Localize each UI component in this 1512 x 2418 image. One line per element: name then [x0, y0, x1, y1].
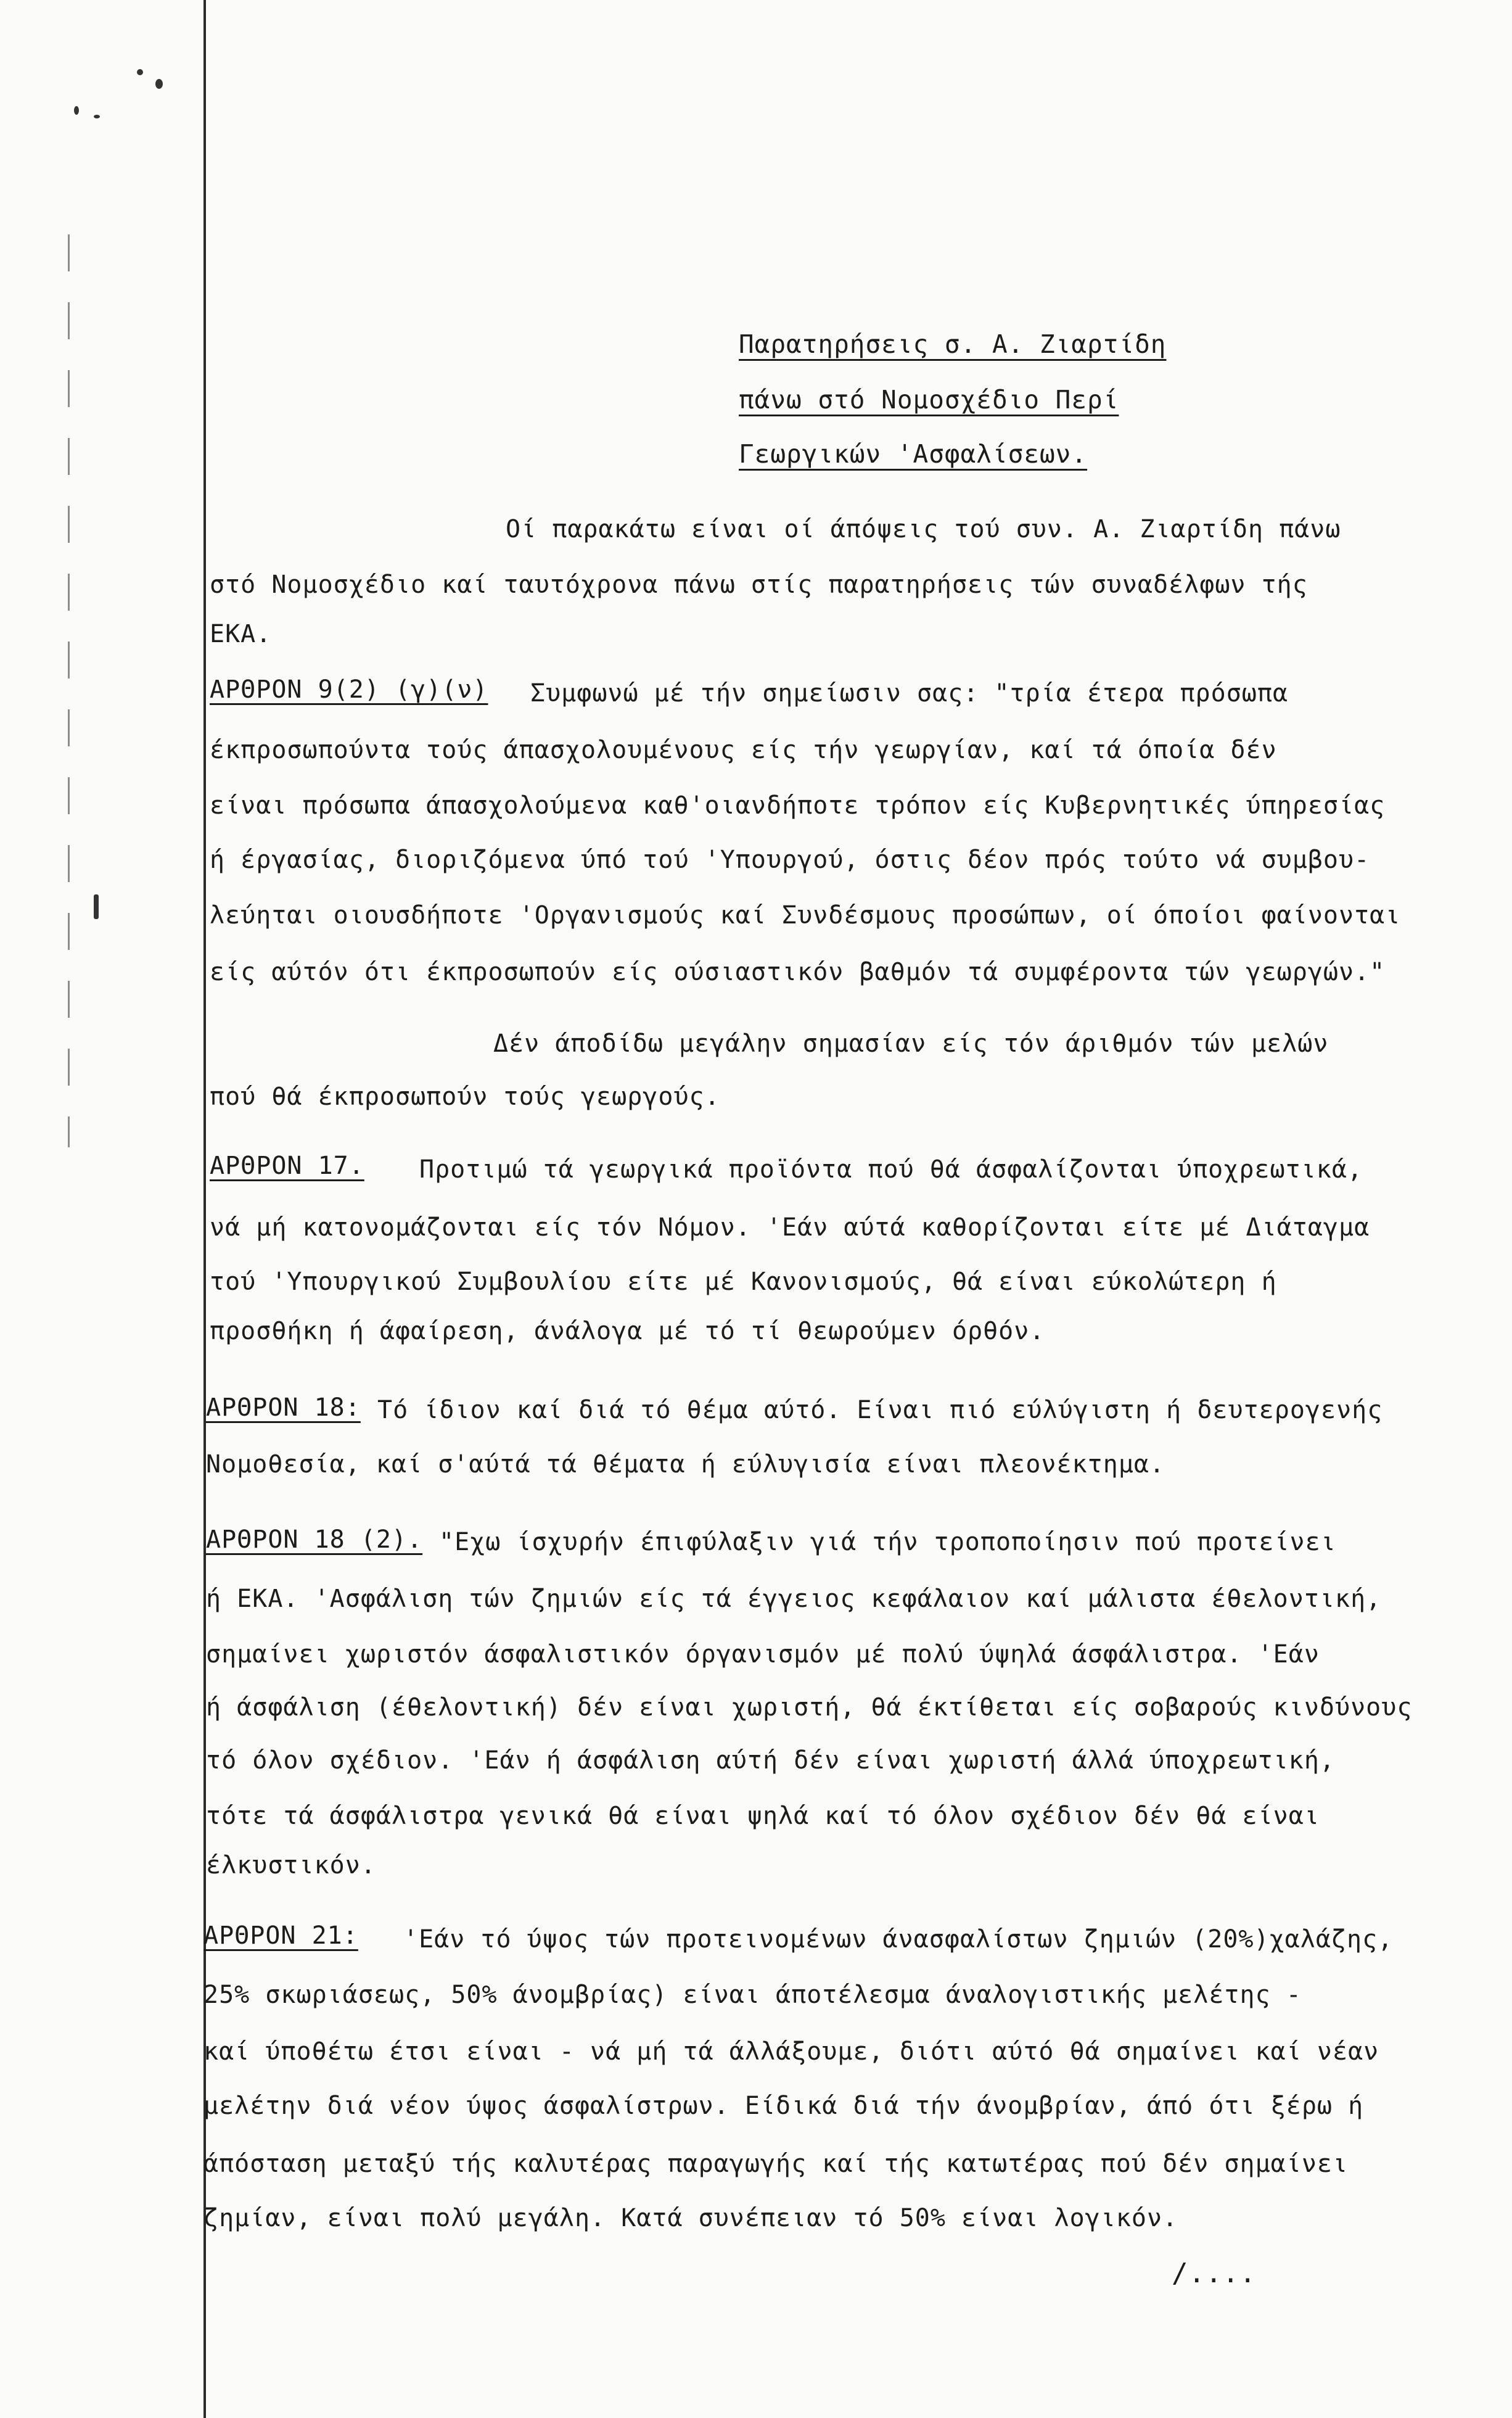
article-18-2-line-7: έλκυστικόν.: [206, 1851, 376, 1880]
article-21-line-5: άπόσταση μεταξύ τής καλυτέρας παραγωγής καί τής κατωτέρας πού δέν σημαίνει: [203, 2150, 1349, 2178]
article-21-label: ΑΡΘΡΟΝ 21:: [203, 1921, 358, 1950]
article-9-p2-line-2: πού θά έκπροσωπούν τούς γεωργούς.: [210, 1083, 720, 1111]
article-21-line-3: καί ύποθέτω έτσι είναι - νά μή τά άλλάξουμε, διότι αύτό θά σημαίνει καί νέαν: [203, 2037, 1379, 2066]
article-18-2-line-2: ή ΕΚΑ. 'Ασφάλιση τών ζημιών είς τά έγγειος κεφάλαιον καί μάλιστα έθελοντική,: [206, 1585, 1382, 1613]
heading-line-3: Γεωργικών 'Ασφαλίσεων.: [739, 439, 1088, 469]
article-9-line-4: ή έργασίας, διοριζόμενα ύπό τού 'Υπουργού, όστις δέον πρός τούτο νά συμβου-: [210, 846, 1370, 874]
article-9-line-6: είς αύτόν ότι έκπροσωπούν είς ούσιαστικόν βαθμόν τά συμφέροντα τών γεωργών.": [210, 958, 1386, 986]
intro-line-1: Οί παρακάτω είναι οί άπόψεις τού συν. Α. Ζιαρτίδη πάνω: [506, 515, 1341, 543]
continuation-mark: /....: [1172, 2258, 1257, 2289]
intro-line-2: στό Νομοσχέδιο καί ταυτόχρονα πάνω στίς παρατηρήσεις τών συναδέλφων τής: [210, 571, 1308, 599]
article-18-2-line-4: ή άσφάλιση (έθελοντική) δέν είναι χωριστή, θά έκτίθεται είς σοβαρούς κινδύνους: [206, 1693, 1413, 1722]
scan-speck: [94, 115, 100, 118]
article-9-p2-line-1: Δέν άποδίδω μεγάλην σημασίαν είς τόν άριθμόν τών μελών: [493, 1030, 1329, 1058]
article-9-line-1: Συμφωνώ μέ τήν σημείωσιν σας: "τρία έτερα πρόσωπα: [530, 679, 1289, 708]
article-17-line-1: Προτιμώ τά γεωργικά προϊόντα πού θά άσφαλίζονται ύποχρεωτικά,: [419, 1155, 1363, 1184]
article-18-line-2: Νομοθεσία, καί σ'αύτά τά θέματα ή εύλυγισία είναι πλεονέκτημα.: [206, 1450, 1165, 1479]
faint-margin-marks: [68, 234, 70, 1147]
article-18-2-line-5: τό όλον σχέδιον. 'Εάν ή άσφάλιση αύτή δέν είναι χωριστή άλλά ύποχρεωτική,: [206, 1746, 1335, 1775]
intro-line-3: ΕΚΑ.: [210, 620, 272, 648]
article-9-line-5: λεύηται οιουσδήποτε 'Οργανισμούς καί Συνδέσμους προσώπων, οί όποίοι φαίνονται: [210, 901, 1401, 930]
article-18-2-line-3: σημαίνει χωριστόν άσφαλιστικόν όργανισμόν μέ πολύ ύψηλά άσφάλιστρα. 'Εάν: [206, 1640, 1320, 1669]
article-21-line-2: 25% σκωριάσεως, 50% άνομβρίας) είναι άποτέλεσμα άναλογιστικής μελέτης -: [203, 1981, 1302, 2009]
article-18-label: ΑΡΘΡΟΝ 18:: [206, 1393, 361, 1422]
article-9-line-3: είναι πρόσωπα άπασχολούμενα καθ'οιανδήποτε τρόπον είς Κυβερνητικές ύπηρεσίας: [210, 791, 1386, 820]
article-17-label: ΑΡΘΡΟΝ 17.: [210, 1152, 364, 1180]
article-21-line-1: 'Εάν τό ύψος τών προτεινομένων άνασφαλίστων ζημιών (20%)χαλάζης,: [403, 1925, 1394, 1954]
heading-line-1: Παρατηρήσεις σ. Α. Ζιαρτίδη: [739, 329, 1167, 359]
article-21-line-6: ζημίαν, είναι πολύ μεγάλη. Κατά συνέπειαν τό 50% είναι λογικόν.: [203, 2204, 1178, 2232]
article-18-2-line-6: τότε τά άσφάλιστρα γενικά θά είναι ψηλά καί τό όλον σχέδιον δέν θά είναι: [206, 1802, 1320, 1830]
article-17-line-2: νά μή κατονομάζονται είς τόν Νόμον. 'Εάν αύτά καθορίζονται είτε μέ Διάταγμα: [210, 1213, 1370, 1242]
heading-line-2: πάνω στό Νομοσχέδιο Περί: [739, 385, 1119, 415]
article-18-line-1: Τό ίδιον καί διά τό θέμα αύτό. Είναι πιό εύλύγιστη ή δευτερογενής: [377, 1396, 1383, 1424]
article-18-2-line-1: "Εχω ίσχυρήν έπιφύλαξιν γιά τήν τροποποίησιν πού προτείνει: [439, 1528, 1336, 1556]
scan-speck: [94, 894, 99, 919]
article-21-line-4: μελέτην διά νέον ύψος άσφαλίστρων. Είδικά διά τήν άνομβρίαν, άπό ότι ξέρω ή: [203, 2092, 1364, 2120]
article-17-line-4: προσθήκη ή άφαίρεση, άνάλογα μέ τό τί θεωρούμεν όρθόν.: [210, 1317, 1045, 1345]
article-9-line-2: έκπροσωπούντα τούς άπασχολουμένους είς τήν γεωργίαν, καί τά όποία δέν: [210, 736, 1277, 764]
scan-speck: [137, 69, 143, 75]
article-17-line-3: τού 'Υπουργικού Συμβουλίου είτε μέ Κανονισμούς, θά είναι εύκολώτερη ή: [210, 1268, 1277, 1296]
article-9-label: ΑΡΘΡΟΝ 9(2) (γ)(ν): [210, 675, 488, 704]
scan-speck: [155, 79, 163, 89]
article-18-2-label: ΑΡΘΡΟΝ 18 (2).: [206, 1525, 423, 1554]
scan-speck: [74, 106, 79, 115]
